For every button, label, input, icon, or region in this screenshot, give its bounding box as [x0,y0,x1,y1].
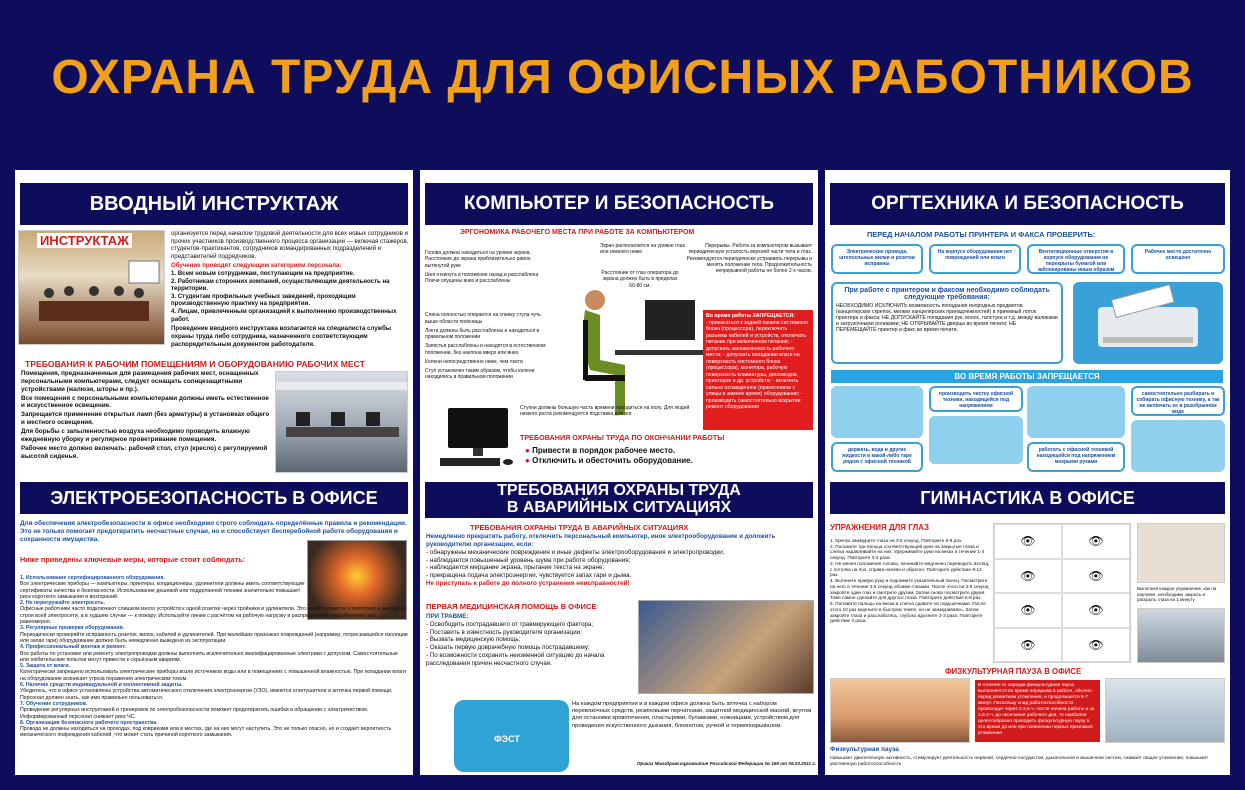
firstaid-kit-image: ФЭСТ [454,700,569,772]
trauma-list: ПРИ ТРАВМЕ: - Освободить пострадавшего от травмирующего фактора; - Поставить в известность руководителя организации; - Вызвать медицинскую помощь; - Оказать первую доврачебную помощь пострадавшему; - По возможности сохранить неизменной ситуацию до начала расследования причин несчастного случая. [426,613,605,667]
check-title: ПЕРЕД НАЧАЛОМ РАБОТЫ ПРИНТЕРА И ФАКСА ПРОВЕРИТЬ: [867,230,1096,239]
eye-ex-5-icon: 👁 [994,593,1062,628]
forbid-img-hands [1027,386,1125,438]
breaks-label: Перерывы. Работа за компьютером вызывает периодическую усталость верхней части тела и глаз. Рекомендуется периодически устраивать перерывы и менять положение тела. Продолжительность непрерывной работы не более 2-х часов. [686,243,812,274]
forbid-2: самостоятельно разбирать и собирать офисную технику, а так же включать ее в разобранном виде [1131,386,1225,416]
gym-header: ГИМНАСТИКА В ОФИСЕ [830,482,1225,514]
panel-electro [15,478,413,775]
phone-call-image [638,600,814,694]
page-title: ОХРАНА ТРУДА ДЛЯ ОФИСНЫХ РАБОТНИКОВ [51,51,1194,104]
eye-note: Выполняя каждое упражнение, как на картинке, необходимо закрыть и раскрыть глаза на 1 минуту [1137,586,1217,603]
emergency-header: ТРЕБОВАНИЯ ОХРАНЫ ТРУДА В АВАРИЙНЫХ СИТУАЦИЯХ [425,482,813,518]
electro-list: 1. Использование сертифицированного оборудования. Все электрические приборы — компьютеры, принтеры, кондиционеры, удлинители должны иметь соответствующие сертификаты качества и безопасности. Использование дешевой или подделанной техники значительно повышает риск короткого замыкания и возгораний. 2. Не перегружайте электросеть. Офисные работники часто подключают слишком много устройств к одной розетке через тройники и удлинители. Это может привести к перегреву и выходу из строя всей электросети, а в худшем случае — к пожару. Используйте линии с расчётом на рабочую нагрузку и распределяйте потребителей тока равномерно. 3. Регулярные проверки оборудования. Периодически проверяйте исправность розеток, вилок, кабелей и удлинителей. При малейших признаках повреждений (например, потрескавшейся изоляции или запах гари) оборудование должно быть немедленно выведено из эксплуатации. 4. Профессиональный монтаж и ремонт. Все работы по установке или ремонту электропроводки должны выполнять исключительно квалифицированные электрики с допуском. Самостоятельные или любительские попытки могут привести к серьёзным авариям. 5. Защита от влаги. Категорически запрещено использовать электрические приборы возле источников воды или в помещениях с повышенной влажностью. При попадании влаги на оборудование возникает угроза поражения электрическим током. 6. Наличие средств индивидуальной и коллективной защиты. Убедитесь, что в офисе установлены устройства автоматического отключения электроэнергии (УЗО), имеются огнетушители и аптечка первой помощи. Персонал должен знать, как ими правильно пользоваться. 7. Обучение сотрудников. Проведение регулярных инструктажей и тренировок по электробезопасности поможет предотвратить ошибки в обращении с электричеством. Информированный персонал снижает риск ЧС. 8. Организация безопасного рабочего пространства. Провода не должны находиться на проходах, под ковриками или в местах, где на них могут наступить. Это не только опасно, но и создаёт вероятность механического повреждения кабелей, что может стать причиной короткого замыкания. [20,575,408,739]
panel-computer [420,170,818,478]
check-3: Вентиляционные отверстия в корпусе оборудования не перекрыты бумагой или заблокированы иным образом [1027,244,1125,274]
check-4: Рабочее место достаточно освещено [1131,244,1225,274]
forbid-1: производить чистку офисной техники, находящейся под напряжением [929,386,1023,412]
electro-intro: Для обеспечения электробезопасности в офисе необходимо строго соблюдать определённые правила и рекомендации. Это не только помогает предотвратить несчастные случаи, но и способствует бесперебойной работе оборудования и сохранности имущества. [20,520,407,543]
firstaid-title: ПЕРВАЯ МЕДИЦИНСКАЯ ПОМОЩЬ В ОФИСЕ [426,602,597,611]
emergency-sub: ТРЕБОВАНИЯ ОХРАНЫ ТРУДА В АВАРИЙНЫХ СИТУАЦИЯХ [470,523,689,532]
computer-header: КОМПЬЮТЕР И БЕЗОПАСНОСТЬ [425,183,813,225]
forbidden-box: Во время работы ЗАПРЕЩАЕТСЯ: - прикасаться к задней панели системного блока (процессора), переключать разъемы кабелей и устройств, отключать питание при включенном питании; - допускать захламленность рабочего места; - допускать попадания влаги на поверхность системного блока (процессора), монитора, рабочую поверхность клавиатуры, дисководов, принтеров и др. устройств; - включать сильно охлажденное (принесенное с улицы в зимнее время) оборудование; - производить самостоятельно вскрытие ремонт оборудования [703,310,813,430]
vvodny-header: ВВОДНЫЙ ИНСТРУКТАЖ [20,183,408,225]
pause-text: В отличие от зарядки физкультурная пауза выполняется во время перерыва в работе, обычно перед развитием утомления, и продолжается 5-7 минут. Поскольку спад работоспособности происходит через 2-2,5 ч. после начала работы и за 1,5-2 ч. до окончания рабочего дня, то наиболее целесообразно проводить физкультурную паузу в это время до или при появлении первых признаков утомления [975,680,1100,742]
electro-header: ЭЛЕКТРОБЕЗОПАСНОСТЬ В ОФИСЕ [20,482,408,514]
eyes-title: УПРАЖНЕНИЯ ДЛЯ ГЛАЗ [830,523,930,532]
forbid-4: работать с офисной техникой находящейся под напряжением мокрыми руками [1027,442,1125,472]
distance-label: Расстояние от глаз оператора до экрана должно быть в пределах 60-80 см. [601,270,679,289]
eye-ex-4-icon: 👁 [1062,559,1130,594]
check-2: На корпусе оборудования нет повреждений или влаги [929,244,1021,274]
feet-label: Ступни должны большую часть времени находиться на полу. Для людей низкого роста рекомендуется подставка для ног. [520,405,690,418]
req-list: Помещения, предназначенные для размещения рабочих мест, оснащенных персональными компьютерами, следует оснащать солнцезащитными устройствами (жалюзи, шторы и пр.). Все помещения с персональными компьютерами должны иметь естественное и искусственное освещение. Запрещается применение открытых ламп (без арматуры) в установках общего и местного освещения. Для борьбы с запыленностью воздуха необходимо проводить влажную ежедневную уборку и регулярное проветривание помещения. Рабочее место должно включать: рабочий стол, стул (кресло) с регулируемой высотой сиденья. [21,370,270,460]
orgtech-header: ОРГТЕХНИКА И БЕЗОПАСНОСТЬ [830,183,1225,225]
eye-ex-6-icon: 👁 [1062,593,1130,628]
screen-label: Экран располагается на уровне глаз или немного ниже [600,243,685,256]
measures-title: Ниже приведены ключевые меры, которые стоит соблюдать: [20,555,246,564]
end-list: ● Привести в порядок рабочее место. ● Отключить и обесточить оборудование. [525,446,693,465]
forbid-bar: ВО ВРЕМЯ РАБОТЫ ЗАПРЕЩАЕТСЯ [831,370,1223,383]
forbid-img-clean [929,416,1023,464]
eye-ex-2-icon: 👁 [1062,524,1130,559]
eye-ex-1-icon: 👁 [994,524,1062,559]
eye-face-image [1137,523,1225,583]
order-note: Приказ Минздравсоцразвития Российской Федерации № 169 от 05.03.2011 г. [637,761,816,766]
office-exercise-image [1105,678,1225,743]
kit-text: На каждом предприятии и в каждом офисе должна быть аптечка с набором перевязочных средств, резиновыми перчатками, защитной медицинской маской, жгутом для остановки кровотечения, пластырями, булавками, ножницами, устройством для проведения искусственного дыхания, блокнотом, ручкой и термопокрывалом. [572,701,812,729]
forbid-3: держать, вода и другие жидкости в какой-либо таре рядом с офисной техникой [831,442,923,472]
eye-ex-3-icon: 👁 [994,559,1062,594]
eye-ex-8-icon: 👁 [1062,628,1130,663]
office-image [275,371,408,473]
panel-gym [825,478,1230,775]
meeting-image [18,230,165,345]
eyes-list: 1. Крепко зажмурите глаза на 3-5 секунд. Повторите 6-8 раз. 2. Положите три пальца соответствующей руки на закрытые глаза и слегка надавливайте на них. Удерживайте руки на веках в течение 1-3 секунд. Повторите 3-4 раза. 3. Не меняя положения головы, начинайте медленно переводить взгляд, с потолка на пол, справа налево и обратно. Повторите действие 8-12 раз. 4. Вытяните правую руку и поднимите указательный палец. Посмотрите на него в течение 3-5 секунд обоими глазами. После этого на 3-5 секунд закройте один глаз и смотрите другим. Затем снова посмотрите двумя. Тоже самое сделайте для другого глаза. Повторите действие 6-8 раз. 5. Положите пальцы на виски и слегка сдавите их подушечками. После этого 10 раз моргните в быстром темпе, но не зажмуриваясь. Затем закройте глаза и расслабьтесь, глубоко вдохните 2-3 раза. Повторите действие 3 раза. [830,538,990,624]
check-1: Электрические провода, штепсельные вилки и розетки исправны [831,244,923,274]
stretch-image [830,678,970,743]
pause-title: ФИЗКУЛЬТУРНАЯ ПАУЗА В ОФИСЕ [945,667,1082,676]
eye-ex-7-icon: 👁 [994,628,1062,663]
panel-vvodny [15,170,413,478]
monitor-image [440,408,515,468]
forbid-img-disassemble [1131,420,1225,472]
pause-sub: Физкультурная пауза [830,746,899,753]
printer-image [1073,282,1223,364]
req-title: ТРЕБОВАНИЯ К РАБОЧИМ ПОМЕЩЕНИЯМ И ОБОРУДОВАНИЮ РАБОЧИХ МЕСТ [25,359,365,369]
panel-orgtech [825,170,1230,478]
instruktazh-label: ИНСТРУКТАЖ [37,233,132,248]
panel-emergency [420,478,818,775]
ergo-title: ЭРГОНОМИКА РАБОЧЕГО МЕСТА ПРИ РАБОТЕ ЗА КОМПЬЮТЕРОМ [460,229,695,236]
forbid-img-water [831,386,923,438]
emergency-list: Немедленно прекратить работу, отключить персональный компьютер, иное электрооборудование и доложить руководителю организации, если: - обнаружены механические повреждения и иные дефекты электрооборудования и электропроводки; - наблюдается повышенный уровень шума при работе оборудования; - наблюдается мерцание экрана, прыгание текста на экране; - прекращена подача электроэнергии, чувствуется запах гари и дыма. Не приступать к работе до полного устранения неисправностей! [426,533,776,588]
ergo-labels: Голова должна находиться на уровне экрана. Расстояние до экрана приблизительно равно вытянутой руке Шея откинута в положение назад и расслаблена Плечи опущены вниз и расслаблены Спина полностью опирается на спинку стула чуть выше области поясницы Локти должны быть расслаблены и находиться в правильном положении Запястья расслаблены и находятся в естественном положении, без наклона вверх или вниз Колени непосредственно ниже, чем локти Стул установлен таким образом, чтобы колени находились в правильном положении [425,250,546,381]
desk-man-image [1137,608,1225,663]
eye-grid [993,523,1131,663]
end-title: ТРЕБОВАНИЯ ОХРАНЫ ТРУДА ПО ОКОНЧАНИИ РАБОТЫ [520,433,725,442]
rules-box: При работе с принтером и факсом необходимо соблюдать следующие требования: НЕОБХОДИМО ИСКЛЮЧИТЬ возможность попадания инородных предметов (канцелярских скрепок, мелких канцелярских принадлежностей) в приемный лоток принтера и факса; НЕ ДОПУСКАЙТЕ попадания рук, волос, галстука и т.д. между валиками и загрузочными роликами; НЕ ОТКРЫВАЙТЕ дверцы во время печати; НЕ ПЕРЕМЕЩАЙТЕ принтер и факс во время печати. [831,282,1063,364]
vvodny-text: организуется перед началом трудовой деятельности для всех новых сотрудников и прочих участников производственного процесса организации — включая стажеров, студентов-практикантов, сотрудников командированных подразделений и представителей подрядчиков. Обучение проводят следующим категориям персонала: 1. Всем новым сотрудникам, поступающим на предприятие. 2. Работникам сторонних компаний, осуществляющим деятельность на территории. 3. Студентам профильных учебных заведений, проходящим производственную практику на предприятии. 4. Лицам, привлеченным организацией к выполнению производственных работ. Проведение вводного инструктажа возлагается на специалиста службы охраны труда либо сотрудника, назначенного соответствующим распорядительным документом работодателя. [171,230,409,348]
pause-desc: повышает двигательную активность, стимулирует деятельность нервной, сердечно-сосудистой, дыхательной и мышечной систем, снимает общее утомление, повышает умственную работоспособность [830,756,1209,767]
